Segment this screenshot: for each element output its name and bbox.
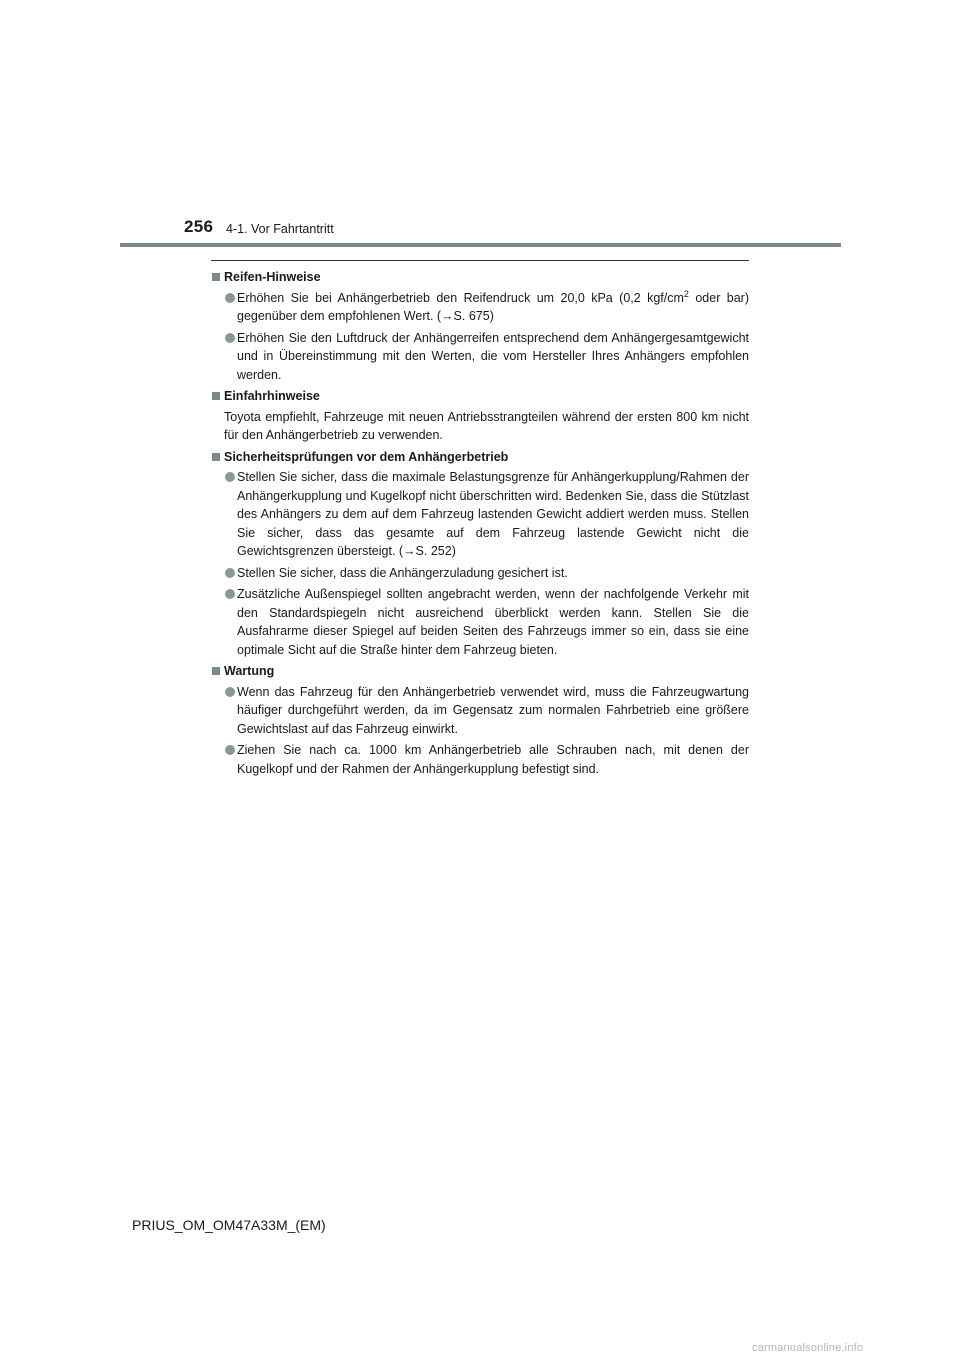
square-bullet-icon: [212, 273, 220, 281]
list-item: Wenn das Fahrzeug für den Anhängerbetrieb verwendet wird, muss die Fahrzeugwartung häufiger durchgeführt werden, da im Gegensatz zum normalen Fahrbetrieb eine größere Gewichtslast auf das Fahrzeug einwirkt.: [211, 683, 749, 739]
round-bullet-icon: [225, 333, 235, 343]
header-rule: [120, 243, 841, 247]
round-bullet-icon: [225, 687, 235, 697]
section-title: 4-1. Vor Fahrtantritt: [226, 222, 334, 236]
round-bullet-icon: [225, 568, 235, 578]
round-bullet-icon: [225, 589, 235, 599]
round-bullet-icon: [225, 745, 235, 755]
round-bullet-icon: [225, 472, 235, 482]
list-item: Erhöhen Sie bei Anhängerbetrieb den Reifendruck um 20,0 kPa (0,2 kgf/$cm^2$ oder bar) gegenüber dem empfohlenen Wert. (→S. 675): [211, 289, 749, 326]
section-heading-maintenance: Wartung: [211, 662, 749, 681]
square-bullet-icon: [212, 392, 220, 400]
section-heading-break-in: Einfahrhinweise: [211, 387, 749, 406]
section-heading-tires: Reifen-Hinweise: [211, 268, 749, 287]
paragraph: Toyota empfiehlt, Fahrzeuge mit neuen Antriebsstrangteilen während der ersten 800 km nicht für den Anhängerbetrieb zu verwenden.: [224, 409, 749, 442]
content-top-rule: [211, 260, 749, 261]
content-body: [211, 268, 749, 781]
list-item: Stellen Sie sicher, dass die maximale Belastungsgrenze für Anhängerkupplung/Rahmen der Anhängerkupplung und Kugelkopf nicht überschritten wird. Bedenken Sie, dass die Stützlast des Anhängers zu dem auf dem Fahrzeug lastenden Gewicht addiert werden muss. Stellen Sie sicher, dass das gesamte auf dem Fahrzeug lastende Gewicht nicht die Gewichtsgrenzen übersteigt. (→S. 252): [211, 468, 749, 561]
round-bullet-icon: [225, 293, 235, 303]
list-item: Erhöhen Sie den Luftdruck der Anhängerreifen entsprechend dem Anhängergesamtgewicht und in Übereinstimmung mit den Werten, die vom Hersteller Ihres Anhängers empfohlen werden.: [211, 329, 749, 385]
document-code: PRIUS_OM_OM47A33M_(EM): [132, 1217, 326, 1233]
section-heading-safety-checks: Sicherheitsprüfungen vor dem Anhängerbetrieb: [211, 448, 749, 467]
watermark: carmanualsonline.info: [752, 1342, 864, 1354]
list-item: Zusätzliche Außenspiegel sollten angebracht werden, wenn der nachfolgende Verkehr mit den Standardspiegeln nicht ausreichend überblickt werden kann. Stellen Sie die Ausfahrarme dieser Spiegel auf beiden Seiten des Fahrzeugs immer so ein, dass sie eine optimale Sicht auf die Straße hinter dem Fahrzeug bieten.: [211, 585, 749, 659]
page-number: 256: [184, 217, 214, 236]
list-item: Ziehen Sie nach ca. 1000 km Anhängerbetrieb alle Schrauben nach, mit denen der Kugelkopf und der Rahmen der Anhängerkupplung befestigt sind.: [211, 741, 749, 778]
square-bullet-icon: [212, 667, 220, 675]
square-bullet-icon: [212, 453, 220, 461]
list-item: Stellen Sie sicher, dass die Anhängerzuladung gesichert ist.: [211, 564, 749, 583]
